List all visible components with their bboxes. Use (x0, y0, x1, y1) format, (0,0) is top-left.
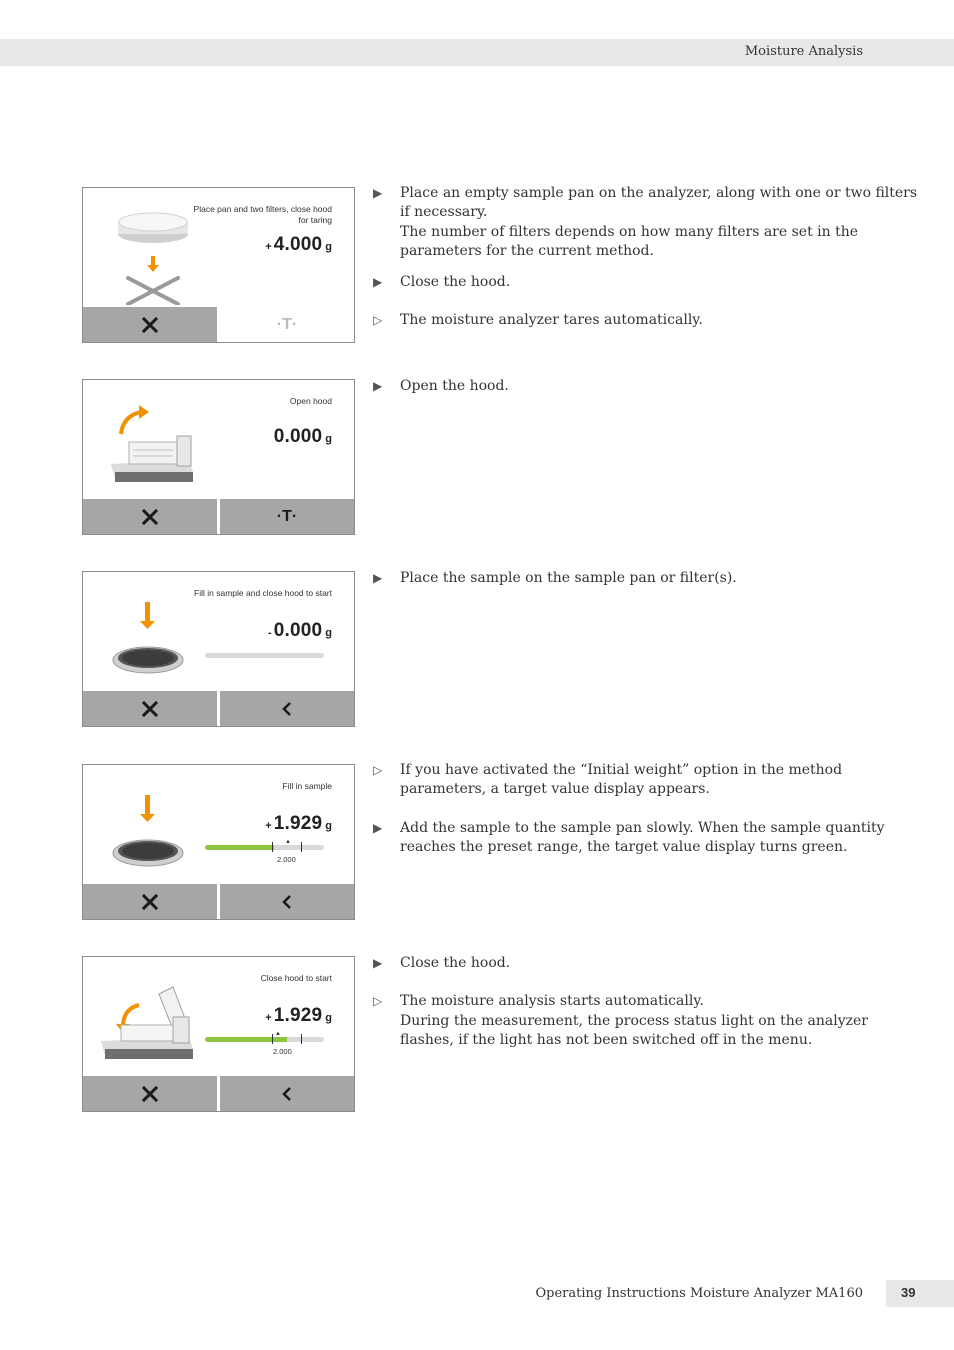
screen-place-pan (82, 187, 355, 343)
back-chevron-icon (281, 894, 293, 910)
action-marker-icon: ▶ (373, 820, 383, 835)
section-title: Moisture Analysis (744, 44, 863, 59)
instruction-block-5 (373, 954, 893, 1050)
weight-sign: - (268, 627, 272, 639)
instruction-item (373, 954, 893, 973)
result-marker-icon: ▷ (373, 994, 383, 1009)
screen-close-hood-start (82, 956, 355, 1112)
weight-value: 0.000 (273, 620, 323, 641)
weight-value: 4.000 (273, 234, 323, 255)
document-title: Operating Instructions Moisture Analyzer MA160 (535, 1286, 863, 1301)
screen-message: Open hood (289, 396, 332, 406)
weight-readout (265, 234, 332, 256)
close-icon (142, 701, 158, 717)
target-value: 2.000 (273, 1047, 292, 1056)
tare-button[interactable] (220, 307, 354, 342)
back-button[interactable] (220, 691, 354, 726)
tolerance-tick-high (301, 842, 302, 852)
cancel-button[interactable] (83, 499, 217, 534)
back-chevron-icon (281, 1086, 293, 1102)
close-icon (142, 317, 158, 333)
close-icon (142, 1086, 158, 1102)
button-row (83, 499, 354, 534)
instruction-text: Add the sample to the sample pan slowly. When the sample quantity reaches the preset range, the target value display turns green. (400, 819, 885, 855)
instruction-text: If you have activated the “Initial weight” option in the method parameters, a target value display appears. (400, 762, 843, 798)
result-marker-icon: ▷ (373, 313, 383, 328)
instruction-item (373, 273, 923, 292)
screen-fill-sample-target (82, 764, 355, 920)
instruction-item (373, 992, 893, 1050)
weight-sign: + (265, 241, 272, 253)
weight-readout (272, 426, 332, 448)
button-row (83, 691, 354, 726)
instruction-block-1 (373, 184, 923, 331)
screen-open-hood (82, 379, 355, 535)
target-progress-bar (205, 839, 324, 850)
action-marker-icon: ▶ (373, 379, 383, 393)
weight-sign: + (265, 1012, 272, 1024)
close-icon (142, 894, 158, 910)
weight-unit: g (325, 433, 332, 445)
progress-fill (205, 1037, 287, 1042)
action-marker-icon: ▶ (373, 956, 383, 970)
cancel-button[interactable] (83, 691, 217, 726)
instruction-block-2 (373, 377, 923, 396)
cancel-button[interactable] (83, 307, 217, 342)
cancel-button[interactable] (83, 884, 217, 919)
action-marker-icon: ▶ (373, 186, 383, 200)
analyzer-close-hood-illustration (93, 969, 203, 1074)
tare-button[interactable] (220, 499, 354, 534)
instruction-block-4 (373, 761, 893, 857)
weight-readout (265, 1005, 332, 1027)
instruction-text: Open the hood. (400, 378, 509, 394)
tolerance-tick-high (301, 1034, 302, 1044)
action-marker-icon: ▶ (373, 275, 383, 290)
button-row (83, 1076, 354, 1111)
weight-unit: g (325, 1012, 332, 1024)
tare-icon: ·T· (276, 315, 298, 333)
weight-readout (268, 620, 332, 642)
target-caret-icon: ▲ (285, 839, 291, 845)
back-button[interactable] (220, 884, 354, 919)
cancel-button[interactable] (83, 1076, 217, 1111)
sample-pan-illustration (93, 584, 203, 689)
progress-fill (205, 845, 274, 850)
back-button[interactable] (220, 1076, 354, 1111)
sample-pan-illustration (93, 777, 203, 882)
instruction-block-3 (373, 569, 923, 588)
back-chevron-icon (281, 701, 293, 717)
button-row (83, 307, 354, 342)
analyzer-open-hood-illustration (93, 392, 203, 497)
weight-progress-bar (205, 653, 324, 658)
weight-sign: + (265, 820, 272, 832)
action-marker-icon: ▶ (373, 571, 383, 585)
weight-value: 1.929 (273, 1005, 323, 1026)
target-progress-bar (205, 1031, 324, 1042)
screen-fill-sample-close (82, 571, 355, 727)
screen-message: Close hood to start (260, 973, 332, 983)
page-number-box (886, 1280, 954, 1307)
tare-icon: ·T· (276, 507, 298, 525)
instruction-item (373, 311, 923, 330)
result-marker-icon: ▷ (373, 763, 383, 777)
instruction-item (373, 761, 893, 800)
button-row (83, 884, 354, 919)
header-bar (0, 39, 954, 66)
screen-message: Fill in sample (282, 781, 332, 791)
screen-message: Place pan and two filters, close hood for taring (193, 204, 332, 225)
instruction-text: Close the hood. (400, 955, 511, 971)
weight-value: 0.000 (273, 426, 323, 447)
target-caret-icon: ▲ (275, 1031, 281, 1037)
page-number: 39 (901, 1285, 916, 1300)
target-value: 2.000 (277, 855, 296, 864)
instruction-text: Place the sample on the sample pan or filter(s). (400, 570, 737, 586)
instruction-text: The moisture analyzer tares automatically. (400, 312, 703, 329)
tolerance-tick-low (272, 842, 273, 852)
weight-value: 1.929 (273, 813, 323, 834)
instruction-item (373, 819, 893, 858)
instruction-text: The moisture analysis starts automatically. During the measurement, the process status light on the analyzer flashes, if the light has not been switched off in the menu. (400, 993, 868, 1048)
instruction-text: Place an empty sample pan on the analyzer, along with one or two filters if necessary. The number of filters depends on how many filters are set in the parameters for the current method. (400, 185, 918, 259)
weight-readout (265, 813, 332, 835)
weight-unit: g (325, 627, 332, 639)
instruction-item (373, 377, 923, 396)
instruction-item (373, 569, 923, 588)
weight-unit: g (325, 241, 332, 253)
tolerance-tick-low (272, 1034, 273, 1044)
instruction-text: Close the hood. (400, 274, 511, 291)
weight-unit: g (325, 820, 332, 832)
close-icon (142, 509, 158, 525)
screen-message: Fill in sample and close hood to start (194, 588, 332, 598)
instruction-item (373, 184, 923, 261)
